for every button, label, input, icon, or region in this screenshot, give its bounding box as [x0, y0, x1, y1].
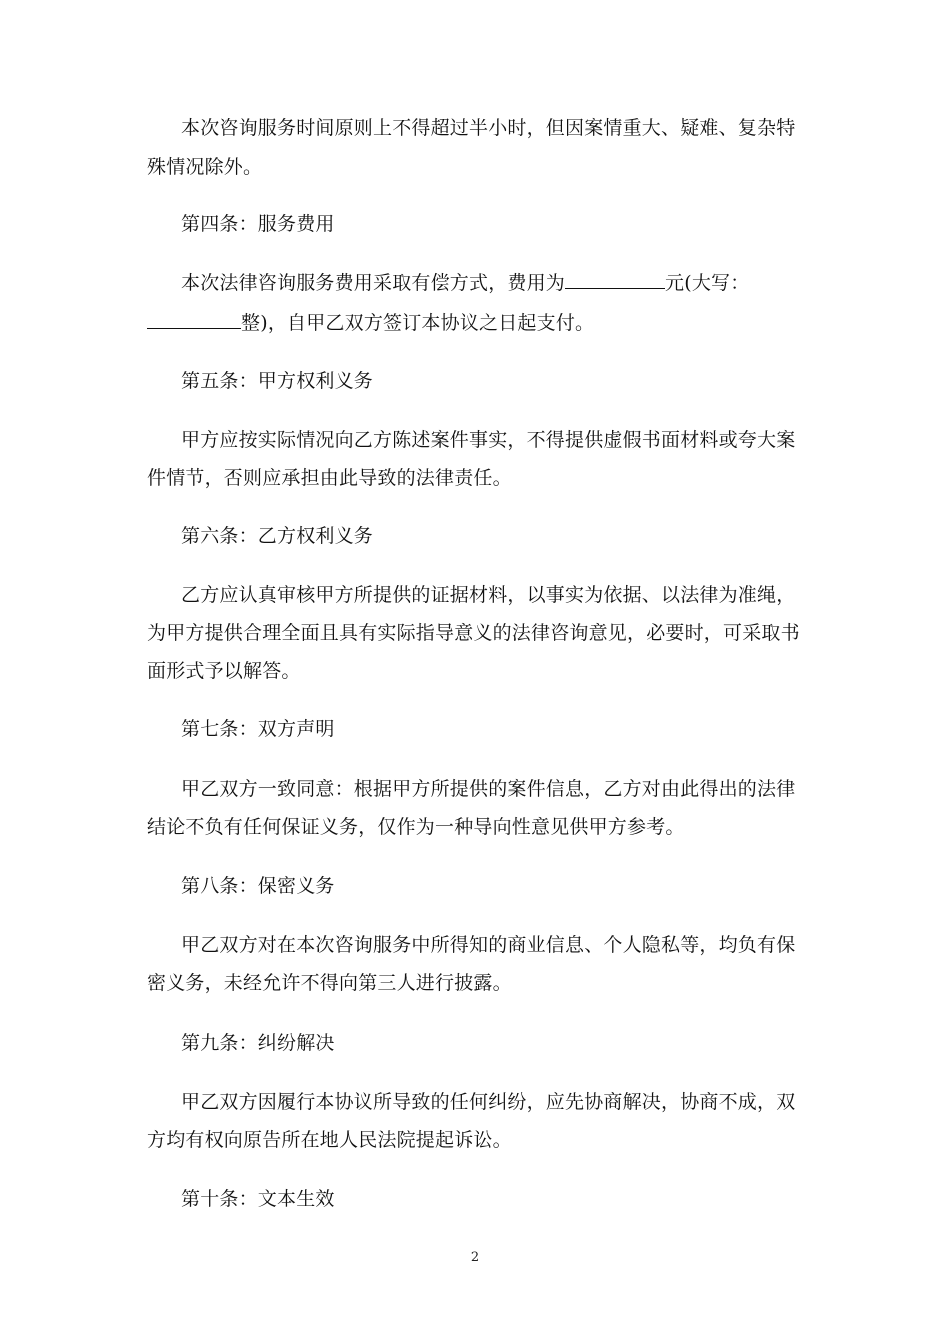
section-heading-9: 第九条：纠纷解决: [181, 1032, 335, 1054]
paragraph-line: 殊情况除外。: [147, 156, 263, 178]
section-heading-7: 第七条：双方声明: [181, 718, 335, 740]
paragraph-line: 本次咨询服务时间原则上不得超过半小时，但因案情重大、疑难、复杂特: [181, 117, 796, 139]
paragraph-line: 甲乙双方一致同意：根据甲方所提供的案件信息，乙方对由此得出的法律: [181, 778, 796, 800]
paragraph-line: 结论不负有任何保证义务，仅作为一种导向性意见供甲方参考。: [147, 816, 685, 838]
fee-text-b: 元(大写：: [665, 272, 750, 294]
paragraph-line: 件情节，否则应承担由此导致的法律责任。: [147, 467, 512, 489]
fee-paragraph-line1: [0, 270, 950, 296]
fee-text-c: 整)，自甲乙双方签订本协议之日起支付。: [241, 312, 595, 334]
section-heading-10: 第十条：文本生效: [181, 1188, 335, 1210]
section-heading-4: 第四条：服务费用: [181, 213, 335, 235]
section-heading-8: 第八条：保密义务: [181, 875, 335, 897]
paragraph-line: 乙方应认真审核甲方所提供的证据材料，以事实为依据、以法律为准绳，: [181, 584, 796, 606]
paragraph-line: 甲乙双方因履行本协议所导致的任何纠纷，应先协商解决，协商不成，双: [181, 1091, 796, 1113]
section-heading-5: 第五条：甲方权利义务: [181, 370, 374, 392]
paragraph-line: 面形式予以解答。: [147, 660, 301, 682]
paragraph-line: 甲乙双方对在本次咨询服务中所得知的商业信息、个人隐私等，均负有保: [181, 934, 796, 956]
fee-uppercase-blank[interactable]: [147, 310, 241, 329]
paragraph-line: 为甲方提供合理全面且具有实际指导意义的法律咨询意见，必要时，可采取书: [147, 622, 800, 644]
page-number: 2: [470, 1250, 480, 1265]
paragraph-line: 方均有权向原告所在地人民法院提起诉讼。: [147, 1129, 512, 1151]
section-heading-6: 第六条：乙方权利义务: [181, 525, 374, 547]
fee-text-a: 本次法律咨询服务费用采取有偿方式，费用为: [181, 272, 566, 294]
fee-amount-blank[interactable]: [565, 270, 665, 289]
fee-paragraph-line2: [0, 310, 950, 336]
paragraph-line: 甲方应按实际情况向乙方陈述案件事实，不得提供虚假书面材料或夸大案: [181, 429, 796, 451]
paragraph-line: 密义务，未经允许不得向第三人进行披露。: [147, 972, 512, 994]
